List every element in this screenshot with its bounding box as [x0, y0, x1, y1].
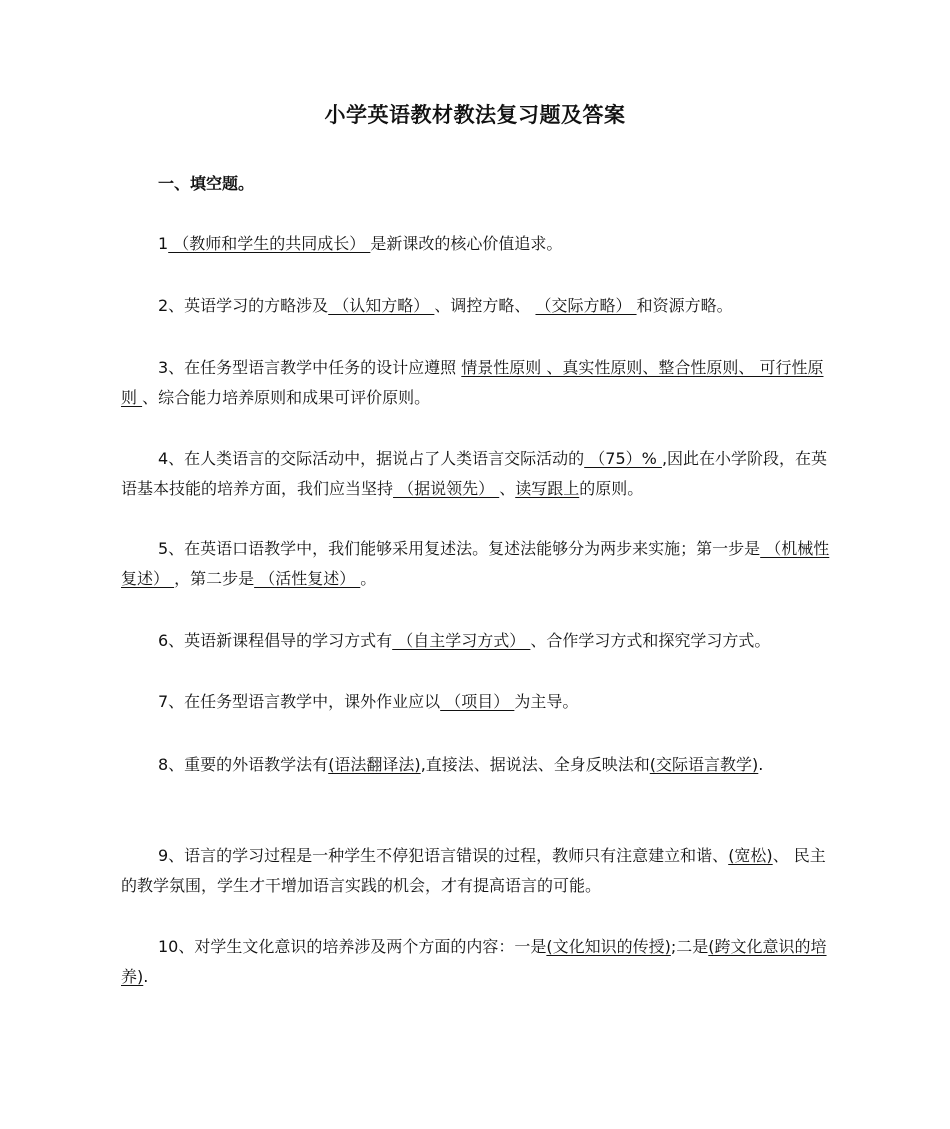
question-text: 和资源方略。 [636, 296, 733, 315]
question-text: ，第二步是 [174, 569, 255, 588]
answer-blank: （据说领先） [393, 479, 500, 498]
question-3 [121, 353, 833, 413]
question-1 [121, 229, 833, 259]
question-text: 5、在英语口语教学中，我们能够采用复述法。复述法能够分为两步来实施；第一步是 [158, 539, 761, 558]
question-text: 的原则。 [579, 479, 644, 498]
section-heading: 一、填空题。 [158, 174, 255, 193]
answer-blank: 读写跟上 [515, 479, 580, 498]
question-text: ,因此在小学阶段，在英语基本技能的培养方面，我们应当坚持 [121, 449, 828, 498]
question-text: 。 [360, 569, 377, 588]
question-text: 1 [158, 234, 169, 253]
question-10 [121, 932, 833, 992]
answer-blank: （机械性复述） [121, 539, 830, 588]
question-text: 4、在人类语言的交际活动中，据说占了人类语言交际活动的 [158, 449, 585, 468]
question-text: ;二是 [670, 937, 709, 956]
answer-blank: （项目） [440, 692, 515, 711]
question-9 [121, 841, 833, 901]
document-title: 小学英语教材教法复习题及答案 [324, 103, 626, 127]
question-text: 8、重要的外语教学法有 [158, 755, 329, 774]
question-text: 6、英语新课程倡导的学习方式有 [158, 631, 393, 650]
question-5 [121, 534, 833, 594]
question-text: 7、在任务型语言教学中，课外作业应以 [158, 692, 441, 711]
question-6 [121, 626, 833, 656]
answer-blank: （自主学习方式） [392, 631, 531, 650]
question-7 [121, 687, 833, 717]
question-text: 9、语言的学习过程是一种学生不停犯语言错误的过程，教师只有注意建立和谐、 [158, 846, 729, 865]
question-text: 、 民主的教学氛围，学生才干增加语言实践的机会，才有提高语言的可能。 [121, 846, 826, 895]
answer-blank: （认知方略） [328, 296, 435, 315]
answer-blank: 情景性原则 、真实性原则、整合性原则、 可行性原则 [121, 358, 824, 407]
answer-blank: (跨文化意识的培养) [121, 937, 827, 986]
question-text: . [758, 755, 764, 774]
question-4 [121, 444, 833, 504]
answer-blank: （75）% [584, 449, 662, 468]
question-text: . [143, 967, 149, 986]
question-text: 2、英语学习的方略涉及 [158, 296, 329, 315]
answer-blank: (宽松) [728, 846, 773, 865]
question-2 [121, 291, 833, 321]
question-text: ,直接法、据说法、全身反映法和 [420, 755, 650, 774]
question-text: 10、对学生文化意识的培养涉及两个方面的内容：一是 [158, 937, 547, 956]
answer-blank: (交际语言教学) [649, 755, 759, 774]
question-8 [121, 750, 833, 780]
question-text: 3、在任务型语言教学中任务的设计应遵照 [158, 358, 462, 377]
answer-blank: （交际方略） [535, 296, 637, 315]
question-text: 、调控方略、 [434, 296, 536, 315]
question-text: 为主导。 [514, 692, 579, 711]
answer-blank: (文化知识的传授) [546, 937, 671, 956]
question-text: 、 [499, 479, 516, 498]
answer-blank: （教师和学生的共同成长） [168, 234, 371, 253]
answer-blank: (语法翻译法) [328, 755, 421, 774]
question-text: 、合作学习方式和探究学习方式。 [530, 631, 771, 650]
answer-blank: （活性复述） [254, 569, 361, 588]
question-text: 是新课改的核心价值追求。 [370, 234, 563, 253]
question-text: 、综合能力培养原则和成果可评价原则。 [142, 388, 431, 407]
